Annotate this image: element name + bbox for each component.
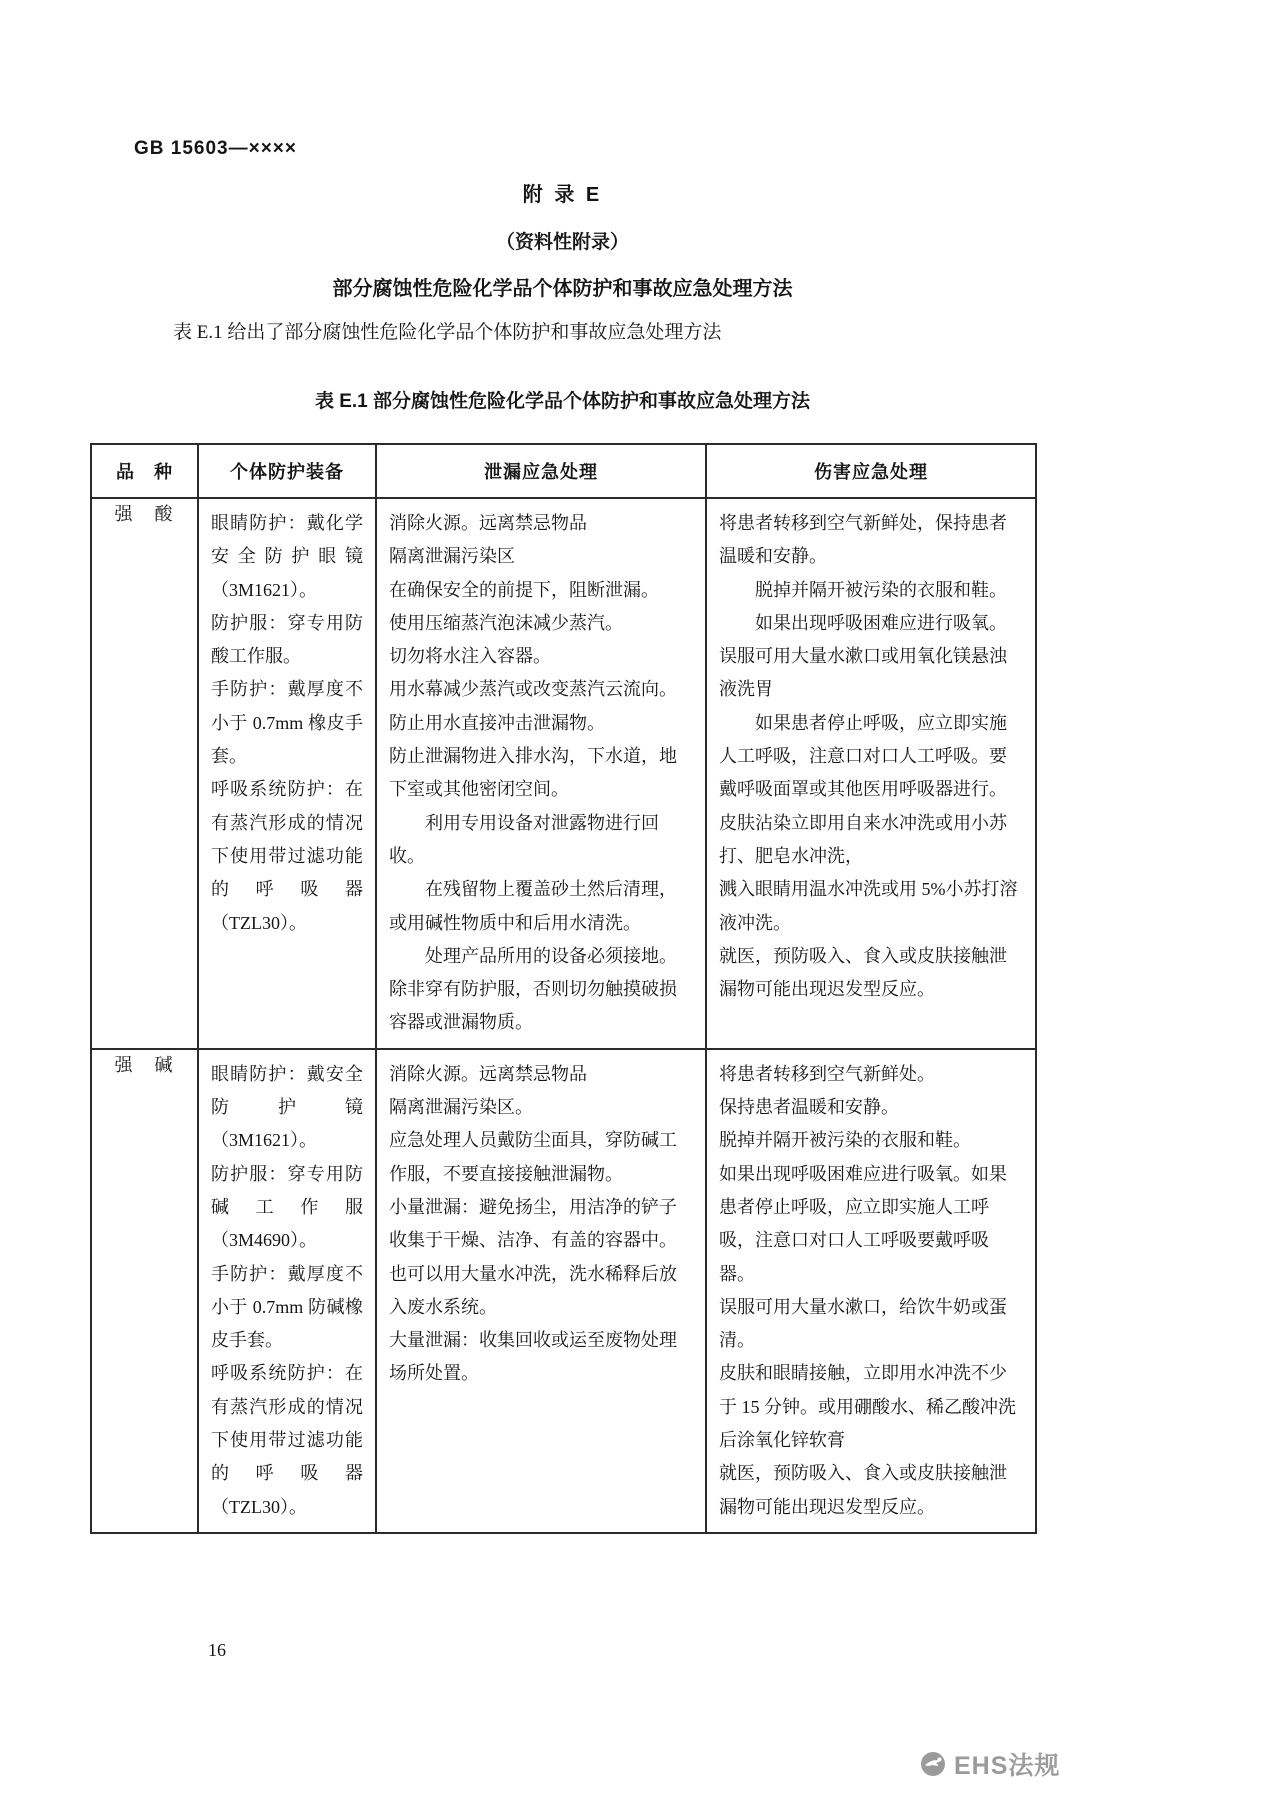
cell-paragraph: 将患者转移到空气新鲜处。: [719, 1063, 935, 1084]
cell-paragraph: 除非穿有防护服，否则切勿触摸破损容器或泄漏物质。: [389, 979, 677, 1033]
emergency-handling-table: [90, 443, 1037, 1534]
cell-paragraph: 防止泄漏物进入排水沟，下水道，地下室或其他密闭空间。: [389, 746, 677, 800]
ehs-logo-icon: [918, 1749, 948, 1779]
cell-paragraph: 用水幕减少蒸汽或改变蒸汽云流向。防止用水直接冲击泄漏物。: [389, 679, 677, 733]
leak-cell: [376, 1049, 706, 1533]
appendix-label: 附 录 E: [522, 184, 603, 206]
cell-paragraph: 消除火源。远离禁忌物品: [389, 1063, 587, 1084]
protection-cell: [198, 498, 376, 1049]
protection-cell: [198, 1049, 376, 1533]
page-number: 16: [208, 1640, 226, 1660]
cell-paragraph: 呼吸系统防护：在有蒸汽形成的情况下使用带过滤功能的呼吸器（TZL30）。: [211, 1363, 363, 1517]
leak-cell: [376, 498, 706, 1049]
cell-paragraph: 在残留物上覆盖砂土然后清理，或用碱性物质中和后用水清洗。: [389, 879, 677, 933]
cell-paragraph: 皮肤和眼睛接触，立即用水冲洗不少于 15 分钟。或用硼酸水、稀乙酸冲洗后涂氧化锌软膏: [719, 1363, 1016, 1451]
cell-paragraph: 将患者转移到空气新鲜处，保持患者温暖和安静。: [719, 513, 1007, 567]
header-cell: 泄漏应急处理: [376, 444, 706, 498]
table-body: [91, 498, 1036, 1533]
cell-paragraph: 呼吸系统防护：在有蒸汽形成的情况下使用带过滤功能的呼吸器（TZL30）。: [211, 779, 363, 933]
cell-paragraph: 皮肤沾染立即用自来水冲洗或用小苏打、肥皂水冲洗，: [719, 812, 1007, 866]
injury-cell: [706, 1049, 1036, 1533]
cell-paragraph: 手防护：戴厚度不小于 0.7mm 橡皮手套。: [211, 679, 363, 767]
cell-paragraph: 眼睛防护：戴化学安全防护眼镜（3M1621）。: [211, 513, 363, 600]
table-caption: 表 E.1 部分腐蚀性危险化学品个体防护和事故应急处理方法: [314, 391, 811, 412]
species-cell: 强 酸: [91, 498, 198, 1049]
header-cell: 伤害应急处理: [706, 444, 1036, 498]
cell-paragraph: 隔离泄漏污染区: [389, 546, 515, 567]
cell-paragraph: 手防护：戴厚度不小于 0.7mm 防碱橡皮手套。: [211, 1263, 363, 1351]
cell-paragraph: 利用专用设备对泄露物进行回收。: [389, 812, 659, 866]
cell-paragraph: 使用压缩蒸汽泡沫减少蒸汽。: [389, 612, 623, 633]
cell-paragraph: 如果出现呼吸困难应进行吸氧。如果患者停止呼吸，应立即实施人工呼吸，注意口对口人工呼吸要戴呼吸器。: [719, 1163, 1007, 1284]
cell-paragraph: 溅入眼睛用温水冲洗或用 5%小苏打溶液冲洗。: [719, 879, 1018, 933]
cell-paragraph: 在确保安全的前提下，阻断泄漏。: [389, 579, 659, 600]
table-row: [91, 1049, 1036, 1533]
cell-paragraph: 脱掉并隔开被污染的衣服和鞋。: [719, 1130, 971, 1151]
watermark-text: EHS法规: [954, 1752, 1061, 1780]
cell-paragraph: 大量泄漏：收集回收或运至废物处理场所处置。: [389, 1330, 677, 1384]
intro-paragraph: 表 E.1 给出了部分腐蚀性危险化学品个体防护和事故应急处理方法: [173, 322, 722, 343]
cell-paragraph: 就医，预防吸入、食入或皮肤接触泄漏物可能出现迟发型反应。: [719, 1463, 1007, 1517]
cell-paragraph: 处理产品所用的设备必须接地。: [425, 945, 677, 966]
cell-paragraph: 应急处理人员戴防尘面具，穿防碱工作服，不要直接接触泄漏物。: [389, 1130, 677, 1184]
cell-paragraph: 消除火源。远离禁忌物品: [389, 513, 587, 533]
injury-cell: [706, 498, 1036, 1049]
cell-paragraph: 切勿将水注入容器。: [389, 646, 551, 667]
cell-paragraph: 误服可用大量水漱口，给饮牛奶或蛋清。: [719, 1296, 1007, 1351]
doc-number: GB 15603—××××: [134, 138, 297, 159]
appendix-type: （资料性附录）: [495, 232, 629, 253]
watermark: [918, 1746, 1060, 1782]
species-cell: 强 碱: [91, 1049, 198, 1533]
cell-paragraph: 误服可用大量水漱口或用氧化镁悬浊液洗胃: [719, 646, 1007, 700]
cell-paragraph: 就医，预防吸入、食入或皮肤接触泄漏物可能出现迟发型反应。: [719, 945, 1007, 1000]
appendix-heading: 部分腐蚀性危险化学品个体防护和事故应急处理方法: [332, 278, 793, 300]
header-cell: 品 种: [91, 444, 198, 498]
document-content: [90, 0, 1035, 1534]
cell-paragraph: 防护服：穿专用防碱工作服（3M4690）。: [211, 1163, 363, 1251]
cell-paragraph: 脱掉并隔开被污染的衣服和鞋。: [755, 579, 1007, 600]
table-row: [91, 498, 1036, 1049]
table-header-row: [91, 444, 1036, 498]
cell-paragraph: 眼睛防护：戴安全防护镜（3M1621）。: [211, 1063, 363, 1151]
cell-paragraph: 隔离泄漏污染区。: [389, 1097, 533, 1118]
cell-paragraph: 如果患者停止呼吸，应立即实施人工呼吸，注意口对口人工呼吸。要戴呼吸面罩或其他医用呼吸器进行。: [719, 712, 1007, 800]
header-cell: 个体防护装备: [198, 444, 376, 498]
cell-paragraph: 防护服：穿专用防酸工作服。: [211, 612, 363, 667]
cell-paragraph: 保持患者温暖和安静。: [719, 1097, 899, 1118]
cell-paragraph: 如果出现呼吸困难应进行吸氧。: [755, 612, 1007, 633]
cell-paragraph: 小量泄漏：避免扬尘，用洁净的铲子收集于干燥、洁净、有盖的容器中。也可以用大量水冲洗，洗水稀释后放入废水系统。: [389, 1196, 677, 1317]
